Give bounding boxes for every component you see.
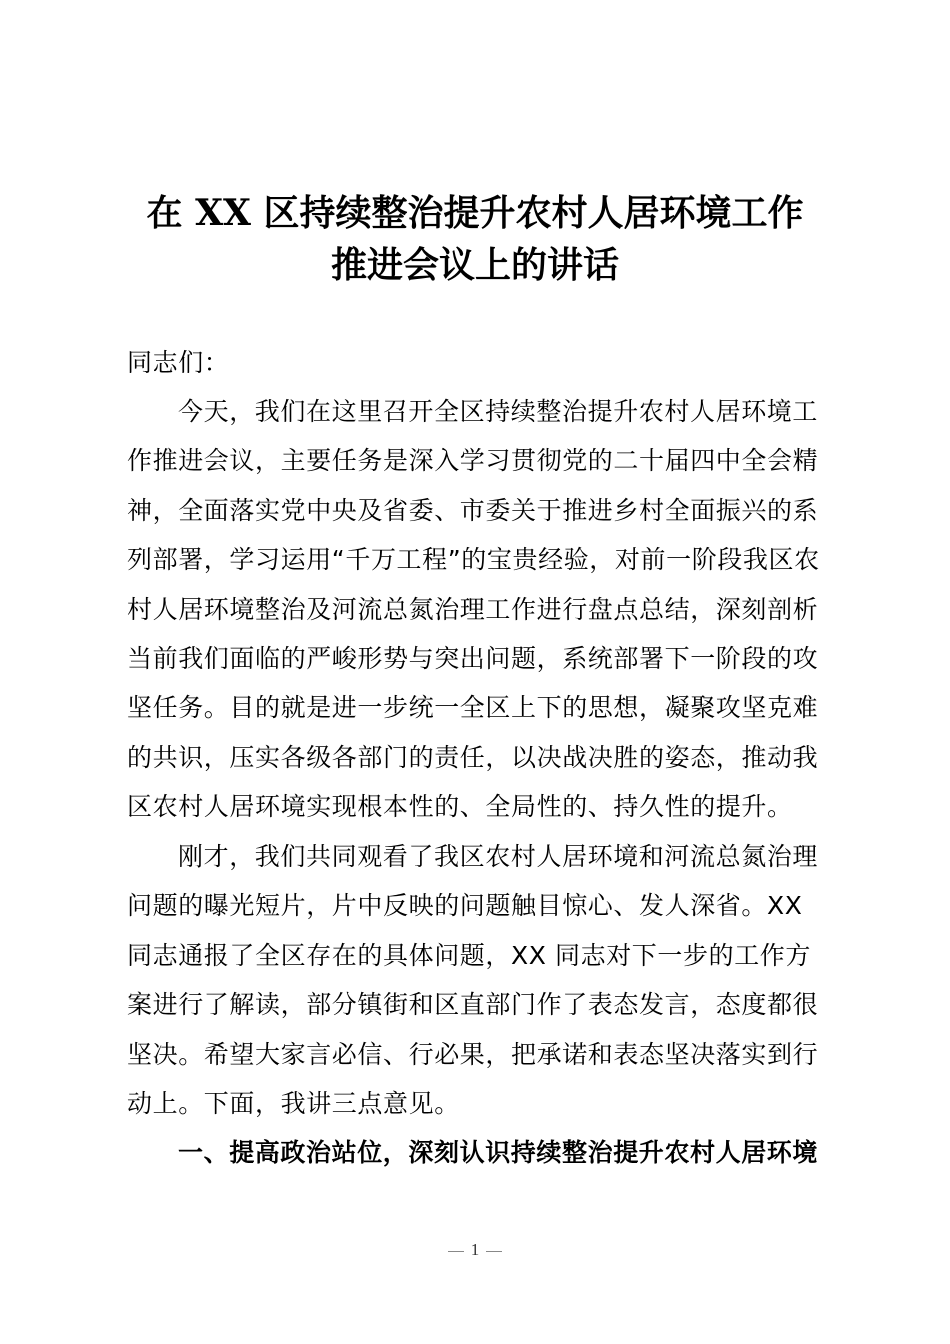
- paragraph-line: 坚决。希望大家言必信、行必果，把承诺和表态坚决落实到行: [127, 1039, 819, 1069]
- document-title-line-1: 在 XX 区持续整治提升农村人居环境工作: [146, 192, 804, 234]
- paragraph-2: [127, 832, 827, 1128]
- paragraph-line: 当前我们面临的严峻形势与突出问题，系统部署下一阶段的攻: [127, 643, 819, 673]
- paragraph-line: 神，全面落实党中央及省委、市委关于推进乡村全面振兴的系: [127, 495, 819, 525]
- paragraph-line: 村人居环境整治及河流总氮治理工作进行盘点总结，深刻剖析: [127, 594, 819, 624]
- footer-dash-right: [486, 1251, 502, 1252]
- section-heading-1: 一、提高政治站位，深刻认识持续整治提升农村人居环境: [178, 1138, 819, 1167]
- paragraph-line: 作推进会议，主要任务是深入学习贯彻党的二十届四中全会精: [127, 446, 819, 476]
- greeting: 同志们：: [127, 348, 230, 377]
- paragraph-1: [127, 387, 827, 832]
- document-title-line-2: 推进会议上的讲话: [330, 244, 619, 286]
- paragraph-line: 列部署，学习运用“千万工程”的宝贵经验，对前一阶段我区农: [127, 545, 820, 575]
- page-number: 1: [470, 1240, 480, 1259]
- paragraph-line: 案进行了解读，部分镇街和区直部门作了表态发言，态度都很: [127, 990, 819, 1020]
- footer-dash-left: [448, 1251, 464, 1252]
- paragraph-line: 的共识，压实各级各部门的责任，以决战决胜的姿态，推动我: [127, 742, 819, 772]
- paragraph-line: 今天，我们在这里召开全区持续整治提升农村人居环境工: [178, 397, 819, 426]
- paragraph-line: 同志通报了全区存在的具体问题，XX 同志对下一步的工作方: [127, 940, 812, 970]
- page-footer: [0, 1240, 950, 1260]
- paragraph-line: 问题的曝光短片，片中反映的问题触目惊心、发人深省。XX: [127, 891, 803, 921]
- paragraph-line: 区农村人居环境实现根本性的、全局性的、持久性的提升。: [127, 792, 793, 822]
- paragraph-line: 动上。下面，我讲三点意见。: [127, 1088, 460, 1118]
- paragraph-line: 坚任务。目的就是进一步统一全区上下的思想，凝聚攻坚克难: [127, 693, 819, 723]
- paragraph-line: 刚才，我们共同观看了我区农村人居环境和河流总氮治理: [178, 842, 819, 871]
